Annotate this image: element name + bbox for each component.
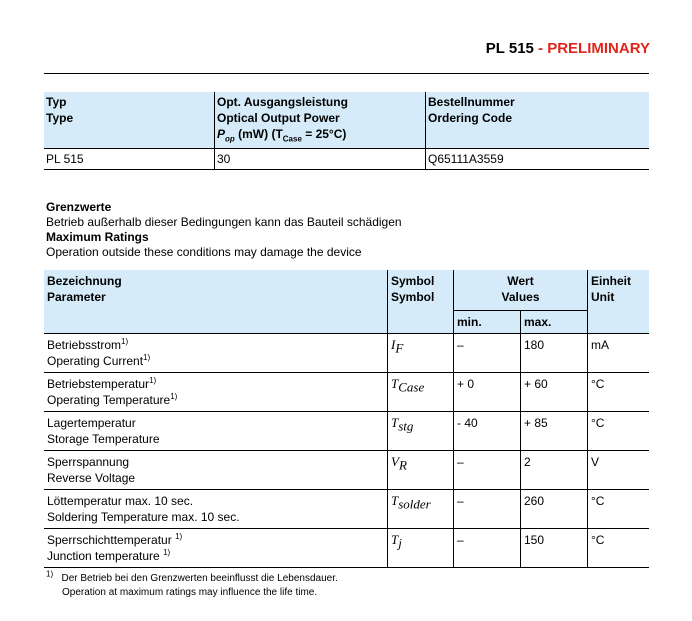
param-de (47, 337, 384, 353)
power-cond: = 25°C) (301, 127, 347, 141)
param-header-de: Bezeichnung (47, 274, 122, 288)
param-en-text: Reverse Voltage (47, 471, 136, 485)
section-text-en: Operation outside these conditions may damage the device (46, 245, 362, 259)
footnote-mark: 1) (46, 569, 54, 579)
table-row (44, 529, 649, 568)
min-cell: - 40 (454, 412, 521, 451)
symbol-letter: V (391, 454, 399, 469)
footnote-ref: 1) (143, 353, 151, 362)
table-row (44, 412, 649, 451)
unit-cell: °C (588, 529, 650, 568)
param-en-text: Storage Temperature (47, 432, 160, 446)
section-title-de: Grenzwerte (46, 200, 112, 214)
min-cell: – (454, 334, 521, 373)
power-cell: 30 (215, 149, 426, 170)
symbol-cell (388, 412, 454, 451)
unit-header-en: Unit (591, 290, 615, 304)
symbol-letter: T (391, 415, 399, 430)
symbol-sub: stg (398, 418, 414, 434)
symbol-letter: T (391, 376, 399, 391)
values-header (454, 270, 588, 311)
param-en-text: Junction temperature (47, 549, 164, 563)
symbol-header-de: Symbol (391, 274, 435, 288)
footnote-ref: 1) (163, 548, 171, 557)
unit-cell: mA (588, 334, 650, 373)
unit-header (588, 270, 650, 334)
symbol-cell (388, 334, 454, 373)
type-header-de: Typ (46, 95, 67, 109)
footnote (46, 569, 338, 600)
symbol-sub: F (395, 340, 404, 356)
param-header (44, 270, 388, 334)
unit-cell: °C (588, 412, 650, 451)
ordering-table (44, 92, 649, 170)
type-header-en: Type (46, 111, 74, 125)
table-row (44, 490, 649, 529)
ratings-table (44, 270, 649, 568)
preliminary-label: - PRELIMINARY (538, 40, 650, 57)
power-unit: (mW) (T (234, 127, 283, 141)
min-cell: – (454, 529, 521, 568)
section-text-de: Betrieb außerhalb dieser Bedingungen kann das Bauteil schädigen (46, 215, 402, 229)
param-en-text: Soldering Temperature max. 10 sec. (47, 510, 240, 524)
param-cell (44, 529, 388, 568)
header-divider (44, 73, 649, 74)
type-cell: PL 515 (44, 149, 215, 170)
param-de (47, 415, 384, 431)
param-cell (44, 412, 388, 451)
param-en (47, 470, 384, 486)
param-en (47, 392, 384, 408)
power-symbol: P (217, 127, 226, 141)
param-de (47, 376, 384, 392)
page-header (0, 40, 650, 57)
footnote-de: Der Betrieb bei den Grenzwerten beeinflusst die Lebensdauer. (61, 573, 338, 584)
power-cond-sub: Case (282, 134, 302, 144)
table-row (44, 451, 649, 490)
power-header-de: Opt. Ausgangsleistung (217, 95, 348, 109)
type-header (44, 92, 215, 149)
param-header-en: Parameter (47, 290, 106, 304)
param-de-text: Lagertemperatur (47, 416, 136, 430)
max-cell: 2 (521, 451, 588, 490)
section-title-en: Maximum Ratings (46, 230, 149, 244)
param-cell (44, 490, 388, 529)
param-de-text: Betriebstemperatur (47, 377, 150, 391)
param-cell (44, 451, 388, 490)
product-name: PL 515 (485, 40, 534, 57)
symbol-header-en: Symbol (391, 290, 435, 304)
symbol-letter: I (391, 337, 396, 352)
param-cell (44, 334, 388, 373)
footnote-ref: 1) (149, 376, 157, 385)
code-cell: Q65111A3559 (426, 149, 650, 170)
unit-cell: V (588, 451, 650, 490)
footnote-ref: 1) (170, 392, 178, 401)
param-en-text: Operating Current (47, 354, 144, 368)
symbol-sub: R (398, 457, 407, 473)
power-header (215, 92, 426, 149)
min-cell: – (454, 490, 521, 529)
param-de (47, 493, 384, 509)
code-header (426, 92, 650, 149)
values-header-de: Wert (507, 274, 534, 288)
param-en (47, 431, 384, 447)
symbol-letter: T (391, 532, 399, 547)
param-en (47, 353, 384, 369)
footnote-ref: 1) (121, 337, 129, 346)
min-cell: + 0 (454, 373, 521, 412)
param-de (47, 532, 384, 548)
param-en (47, 509, 384, 525)
footnote-en: Operation at maximum ratings may influence the life time. (62, 587, 318, 598)
param-de (47, 454, 384, 470)
symbol-cell (388, 373, 454, 412)
footnote-ref: 1) (175, 532, 183, 541)
param-de-text: Sperrspannung (47, 455, 130, 469)
symbol-sub: Case (398, 379, 425, 395)
max-cell: + 60 (521, 373, 588, 412)
param-de-text: Sperrschichttemperatur (47, 533, 176, 547)
param-en-text: Operating Temperature (47, 393, 171, 407)
max-cell: 260 (521, 490, 588, 529)
min-header: min. (454, 311, 521, 334)
param-de-text: Löttemperatur max. 10 sec. (47, 494, 194, 508)
symbol-cell (388, 529, 454, 568)
unit-cell: °C (588, 490, 650, 529)
footnote-de-line (46, 569, 338, 586)
param-de-text: Betriebsstrom (47, 338, 122, 352)
param-cell (44, 373, 388, 412)
table-row (44, 334, 649, 373)
power-header-en: Optical Output Power (217, 111, 340, 125)
symbol-letter: T (391, 493, 399, 508)
symbol-cell (388, 490, 454, 529)
max-cell: 180 (521, 334, 588, 373)
max-header: max. (521, 311, 588, 334)
max-cell: 150 (521, 529, 588, 568)
values-header-en: Values (501, 290, 540, 304)
table-row (44, 373, 649, 412)
table-row (44, 149, 649, 170)
code-header-en: Ordering Code (428, 111, 513, 125)
min-cell: – (454, 451, 521, 490)
ratings-intro (46, 200, 402, 260)
symbol-sub: j (398, 535, 402, 551)
unit-cell: °C (588, 373, 650, 412)
unit-header-de: Einheit (591, 274, 632, 288)
power-header-param (217, 126, 423, 142)
symbol-header (388, 270, 454, 334)
max-cell: + 85 (521, 412, 588, 451)
ordering-table-header (44, 92, 649, 149)
power-symbol-sub: op (225, 134, 235, 144)
code-header-de: Bestellnummer (428, 95, 515, 109)
param-en (47, 548, 384, 564)
ratings-table-header (44, 270, 649, 311)
symbol-cell (388, 451, 454, 490)
symbol-sub: solder (398, 496, 431, 512)
